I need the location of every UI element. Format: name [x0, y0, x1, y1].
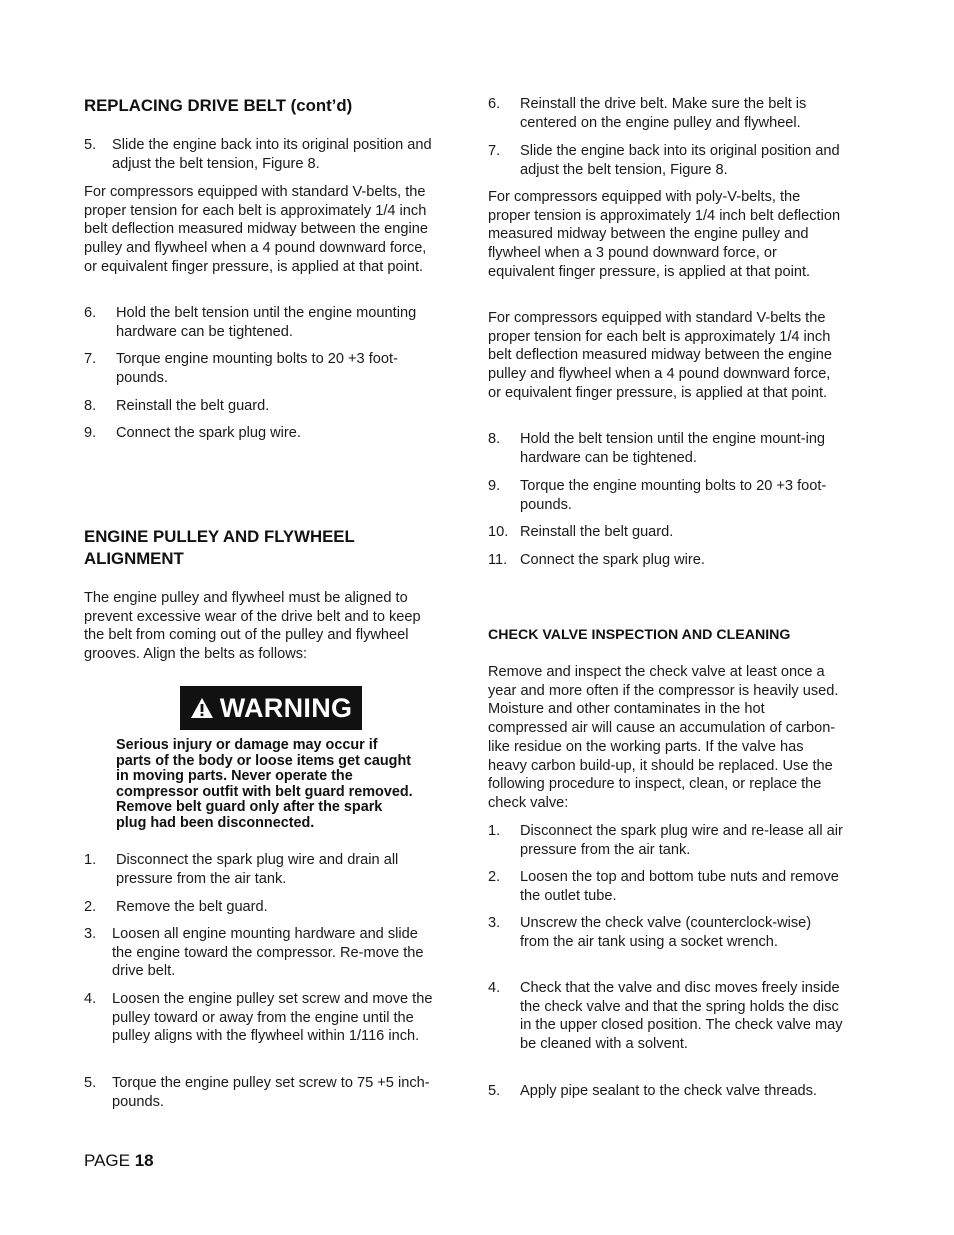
section-heading-engine-pulley-alignment: ENGINE PULLEY AND FLYWHEEL ALIGNMENT	[84, 527, 355, 568]
list-item: 3. Unscrew the check valve (counterclock-wise) from the air tank using a socket wrench.	[488, 915, 812, 950]
list-item: 10. Reinstall the belt guard.	[488, 524, 674, 540]
paragraph: For compressors equipped with poly-V-belts, the proper tension is approximately 1/4 inch belt deflection measured midway between the engine pulley and flywheel when a 3 pound downward force, or equivalent finger pressure, is applied at that point.	[488, 189, 841, 280]
list-item: 6. Reinstall the drive belt. Make sure the belt is centered on the engine pulley and flywheel.	[488, 96, 807, 131]
list-item: 6. Hold the belt tension until the engine mounting hardware can be tightened.	[84, 305, 417, 340]
list-item: 1. Disconnect the spark plug wire and drain all pressure from the air tank.	[84, 852, 399, 887]
section-heading-replacing-drive-belt: REPLACING DRIVE BELT (cont’d)	[84, 96, 353, 115]
list-item: 4. Check that the valve and disc moves freely inside the check valve and that the spring holds the disc in the upper closed position. The check valve may be cleaned with a solvent.	[488, 980, 843, 1053]
list-item: 9. Connect the spark plug wire.	[84, 425, 301, 441]
list-item: 5. Slide the engine back into its original position and adjust the belt tension, Figure 8.	[84, 137, 432, 172]
warning-banner	[180, 686, 362, 730]
paragraph: For compressors equipped with standard V-belts the proper tension for each belt is approximately 1/4 inch belt deflection measured midway between the engine pulley and flywheel when a 4 pound downward force, or equivalent finger pressure, is applied at that point.	[488, 310, 832, 401]
list-item: 1. Disconnect the spark plug wire and re-lease all air pressure from the air tank.	[488, 823, 843, 858]
page-footer	[84, 1152, 154, 1171]
page-label: PAGE	[84, 1151, 130, 1170]
list-item: 7. Torque engine mounting bolts to 20 +3 foot-pounds.	[84, 351, 398, 386]
list-item: 5. Torque the engine pulley set screw to 75 +5 inch-pounds.	[84, 1075, 430, 1110]
list-item: 5. Apply pipe sealant to the check valve threads.	[488, 1083, 817, 1099]
list-item: 11. Connect the spark plug wire.	[488, 552, 705, 568]
section-heading-check-valve: CHECK VALVE INSPECTION AND CLEANING	[488, 627, 791, 643]
warning-triangle-icon	[190, 697, 214, 719]
page-number: 18	[134, 1151, 154, 1170]
list-item: 2. Remove the belt guard.	[84, 899, 268, 915]
list-item: 9. Torque the engine mounting bolts to 20 +3 foot-pounds.	[488, 478, 827, 513]
list-item: 2. Loosen the top and bottom tube nuts and remove the outlet tube.	[488, 869, 839, 904]
list-item: 8. Hold the belt tension until the engine mount-ing hardware can be tightened.	[488, 431, 826, 466]
paragraph: For compressors equipped with standard V-belts, the proper tension for each belt is approximately 1/4 inch belt deflection measured midway between the engine pulley and flywheel when a 4 pound downward force, or equivalent finger pressure, is applied at that point.	[84, 184, 428, 275]
paragraph: The engine pulley and flywheel must be aligned to prevent excessive wear of the drive belt and to keep the belt from coming out of the pulley and flywheel grooves. Align the belts as follows:	[84, 590, 421, 663]
warning-label: WARNING	[219, 692, 353, 723]
list-item: 3. Loosen all engine mounting hardware and slide the engine toward the compressor. Re-move the drive belt.	[84, 926, 424, 980]
list-item: 7. Slide the engine back into its original position and adjust the belt tension, Figure 8.	[488, 143, 840, 178]
list-item: 8. Reinstall the belt guard.	[84, 398, 270, 414]
paragraph: Remove and inspect the check valve at least once a year and more often if the compressor is heavily used. Moisture and other contaminates in the hot compressed air will cause an accumulation of carbon-like residue on the working parts. If the valve has heavy carbon build-up, it should be replaced. Use the following procedure to inspect, clean, or replace the check valve:	[488, 664, 839, 811]
list-item: 4. Loosen the engine pulley set screw and move the pulley toward or away from the engine until the pulley aligns with the flywheel within 1/116 inch.	[84, 991, 433, 1045]
warning-text: Serious injury or damage may occur if parts of the body or loose items get caught in moving parts. Never operate the compressor outfit with belt guard removed. Remove belt guard only after the spark plug had been disconnected.	[116, 737, 413, 831]
